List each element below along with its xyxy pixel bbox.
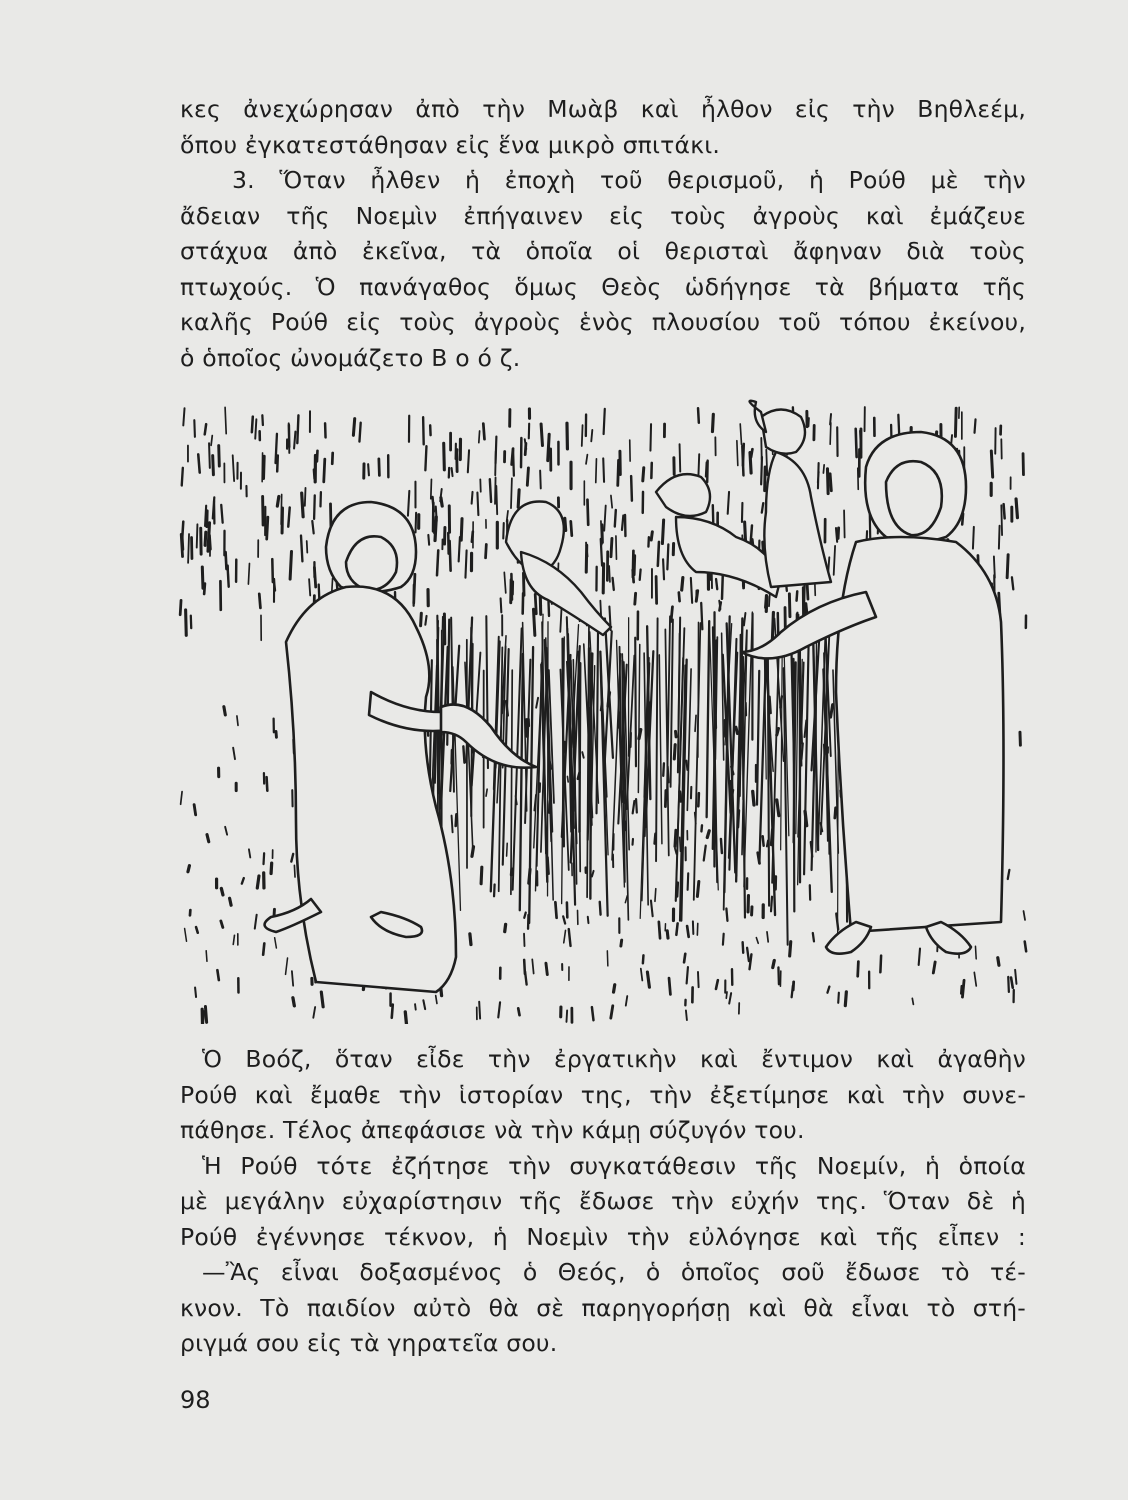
text-line: ὁ ὁποῖος ὠνομάζετο Β ο ό ζ. [180,343,521,372]
ruth-figure [265,502,536,992]
text-line: κες ἀνεχώρησαν ἀπὸ τὴν Μωὰβ καὶ ἦλθον εἰς τὴν Βηθλεέμ, [180,95,1026,123]
text-line: 3. Ὅταν ἦλθεν ἡ ἐποχὴ τοῦ θερισμοῦ, ἡ Ρούθ μὲ τὴν [232,166,1026,194]
text-line: πτωχούς. Ὁ πανάγαθος ὅμως Θεὸς ὡδήγησε τὰ βήματα τῆς [180,272,1026,301]
engraving-illustration [176,392,1034,1024]
text-line: Ρούθ ἐγέννησε τέκνον, ἡ Νοεμὶν τὴν εὐλόγησε καὶ τῆς εἶπεν : [180,1222,1026,1251]
text-line: ἄδειαν τῆς Νοεμὶν ἐπήγαινεν εἰς τοὺς ἀγροὺς καὶ ἐμάζευε [180,201,1026,230]
paragraph-top [180,92,1026,376]
text-line: Ὁ Βοόζ, ὅταν εἶδε τὴν ἐργατικὴν καὶ ἔντιμον καὶ ἀγαθὴν [202,1045,1026,1073]
text-line: κνον. Τὸ παιδίον αὐτὸ θὰ σὲ παρηγορήσῃ καὶ θὰ εἶναι τὸ στή- [180,1293,1026,1322]
page-number: 98 [180,1386,211,1414]
text-line: Ρούθ καὶ ἔμαθε τὴν ἱστορίαν της, τὴν ἐξετίμησε καὶ τὴν συνε- [180,1080,1026,1109]
text-line: καλῆς Ρούθ εἰς τοὺς ἀγροὺς ἑνὸς πλουσίου τοῦ τόπου ἐκείνου, [180,308,1026,336]
text-line: ριγμά σου εἰς τὰ γηρατεῖα σου. [180,1329,558,1357]
reapers-group [506,401,831,635]
text-line: Ἡ Ρούθ τότε ἐζήτησε τὴν συγκατάθεσιν τῆς Νοεμίν, ἡ ὁποία [202,1151,1026,1180]
text-line: μὲ μεγάλην εὐχαρίστησιν τῆς ἔδωσε τὴν εὐχήν της. Ὅταν δὲ ἡ [180,1187,1026,1215]
text-line: —Ἂς εἶναι δοξασμένος ὁ Θεός, ὁ ὁποῖος σοῦ ἔδωσε τὸ τέ- [202,1258,1026,1286]
text-line: πάθησε. Τέλος ἀπεφάσισε νὰ τὴν κάμῃ σύζυγόν του. [180,1116,805,1144]
illustration-ruth-boaz-field [176,392,1034,1024]
text-line: στάχυα ἀπὸ ἐκεῖνα, τὰ ὁποῖα οἱ θερισταὶ ἄφηναν διὰ τοὺς [180,237,1026,265]
paragraph-bottom [180,1042,1026,1362]
text-line: ὅπου ἐγκατεστάθησαν εἰς ἕνα μικρὸ σπιτάκι. [180,130,721,159]
